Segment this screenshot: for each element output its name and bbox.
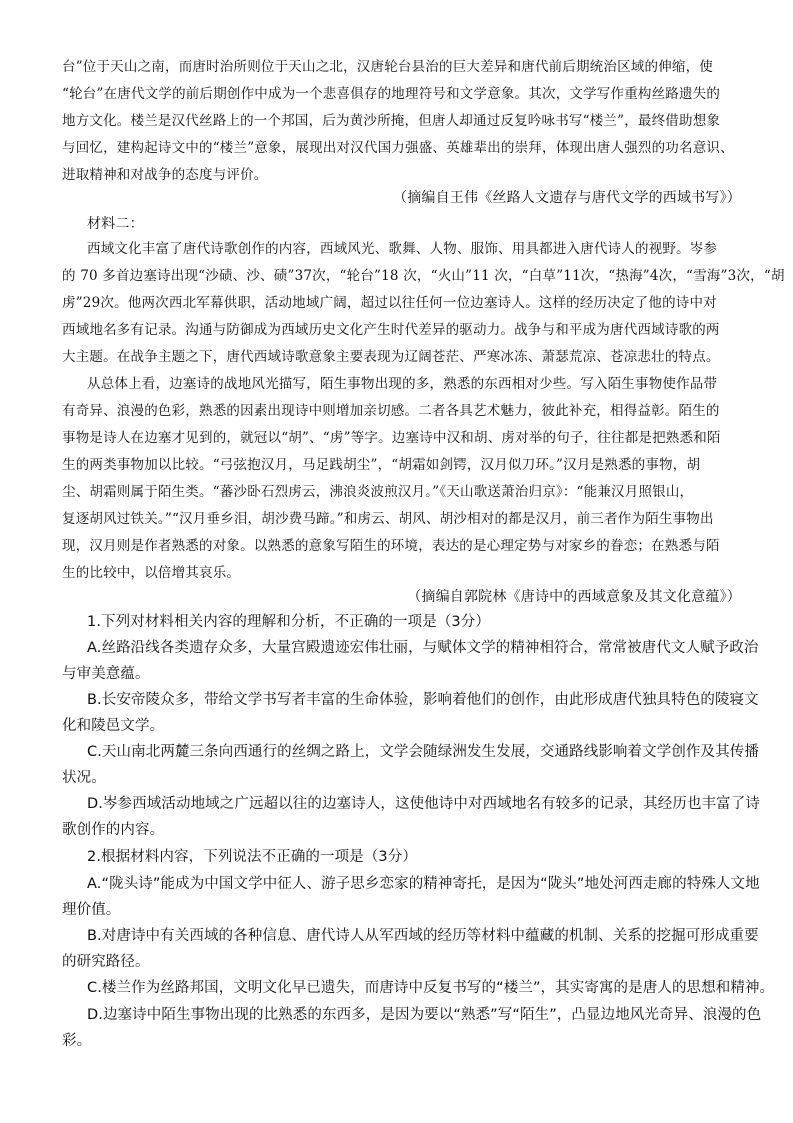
question-2-option-a-cont: 理价值。	[62, 902, 121, 918]
passage-line: 西域地名多有记录。沟通与防御成为西域历史文化产生时代差异的驱动力。战争与和平成为唐代西域诗歌的两	[62, 322, 720, 338]
passage-line: 与回忆，建构起诗文中的“楼兰”意象，展现出对汉代国力强盛、英雄辈出的崇拜，体现出唐人强烈的功名意识、	[62, 140, 734, 156]
question-2-option-a: A.“陇头诗”能成为中国文学中征人、游子思乡恋家的精神寄托，是因为“陇头”地处河西走廊的特殊人文地	[87, 876, 760, 892]
question-2-option-b-cont: 的研究路径。	[62, 954, 150, 970]
question-2-option-d: D.边塞诗中陌生事物出现的比熟悉的东西多，是因为要以“熟悉”写“陌生”，凸显边地风光奇异、浪漫的色	[87, 1007, 762, 1023]
question-1-option-d-cont: 歌创作的内容。	[62, 822, 165, 838]
question-2-option-d-cont: 彩。	[62, 1033, 92, 1049]
question-1-option-b: B.长安帝陵众多，带给文学书写者丰富的生命体验，影响着他们的创作，由此形成唐代独具特色的陵寝文	[87, 692, 759, 708]
passage-line: 生的比较中，以倍增其哀乐。	[62, 565, 241, 581]
passage-line: 有奇异、浪漫的色彩，熟悉的因素出现诗中则增加亲切感。二者各具艺术魅力，彼此补充，相得益彰。陌生的	[62, 403, 720, 419]
question-2-option-c: C.楼兰作为丝路邦国，文明文化早已遗失，而唐诗中反复书写的“楼兰”，其实寄寓的是唐人的思想和精神。	[87, 980, 775, 996]
question-1-option-c-cont: 状况。	[62, 770, 106, 786]
passage-line: 事物是诗人在边塞才见到的，就冠以“胡”、“虏”等字。边塞诗中汉和胡、虏对举的句子，往往都是把熟悉和陌	[62, 430, 721, 446]
question-2-option-b: B.对唐诗中有关西域的各种信息、唐代诗人从军西域的经历等材料中蕴藏的机制、关系的挖掘可形成重要	[87, 928, 759, 944]
passage-line: 西域文化丰富了唐代诗歌创作的内容，西域风光、歌舞、人物、服饰、用具都进入唐代诗人的视野。岑参	[87, 241, 718, 257]
passage-line: 复逐胡风过铁关。”“汉月垂乡泪，胡沙费马蹄。”和虏云、胡风、胡沙相对的都是汉月，前三者作为陌生事物出	[62, 511, 714, 527]
question-1-option-a: A.丝路沿线各类遗存众多，大量宫殿遗迹宏伟壮丽，与赋体文学的精神相符合，常常被唐代文人赋予政治	[87, 640, 759, 656]
question-1-option-b-cont: 化和陵邑文学。	[62, 718, 165, 734]
passage-line: 从总体上看，边塞诗的战地风光描写，陌生事物出现的多，熟悉的东西相对少些。写入陌生事物使作品带	[87, 376, 718, 392]
passage-line: 大主题。在战争主题之下，唐代西域诗歌意象主要表现为辽阔苍茫、严寒冰冻、萧瑟荒凉、苍凉悲壮的特点。	[62, 349, 720, 365]
passage-line: 的 70 多首边塞诗出现“沙碛、沙、碛”37次，“轮台”18 次，“火山”11 次，“白草”11次，“热海”4次，“雪海”3次，“胡	[62, 268, 785, 284]
question-2-stem: 2.根据材料内容，下列说法不正确的一项是（3分）	[87, 849, 417, 865]
passage-line: 地方文化。楼兰是汉代丝路上的一个邦国，后为黄沙所掩，但唐人却通过反复吟咏书写“楼兰”，最终借助想象	[62, 113, 721, 129]
passage-line: 生的两类事物加以比较。“弓弦抱汉月，马足践胡尘”，“胡霜如剑锷，汉月似刀环。”汉月是熟悉的事物，胡	[62, 457, 701, 473]
passage-line: “轮台”在唐代文学的前后期创作中成为一个悲喜俱存的地理符号和文学意象。其次，文学写作重构丝路遗失的	[62, 86, 721, 102]
passage-line: 台”位于天山之南，而唐时治所则位于天山之北，汉唐轮台县治的巨大差异和唐代前后期统治区域的伸缩，使	[62, 59, 714, 75]
material-two-label: 材料二：	[87, 216, 144, 232]
question-1-stem: 1.下列对材料相关内容的理解和分析，不正确的一项是（3分）	[87, 614, 490, 630]
passage-line: 现，汉月则是作者熟悉的对象。以熟悉的意象写陌生的环境，表达的是心理定势与对家乡的眷恋；在熟悉与陌	[62, 538, 720, 554]
source-citation-1: （摘编自王伟《丝路人文遗存与唐代文学的西域书写》）	[393, 190, 741, 206]
source-citation-2: （摘编自郭院林《唐诗中的西域意象及其文化意蕴》）	[407, 589, 741, 605]
passage-line: 虏”29次。他两次西北军幕供职，活动地域广阔，超过以往任何一位边塞诗人。这样的经历决定了他的诗中对	[62, 295, 717, 311]
passage-line: 进取精神和对战争的态度与评价。	[62, 167, 268, 183]
question-1-option-d: D.岑参西域活动地域之广远超以往的边塞诗人，这使他诗中对西域地名有较多的记录，其经历也丰富了诗	[87, 796, 760, 812]
question-1-option-a-cont: 与审美意蕴。	[62, 666, 150, 682]
question-1-option-c: C.天山南北两麓三条向西通行的丝绸之路上，文学会随绿洲发生发展，交通路线影响着文学创作及其传播	[87, 744, 759, 760]
passage-line: 尘、胡霜则属于陌生类。“蕃沙卧石烈虏云，沸浪炎波煎汉月。”《天山歌送萧治归京》：“能兼汉月照银山，	[62, 484, 694, 500]
